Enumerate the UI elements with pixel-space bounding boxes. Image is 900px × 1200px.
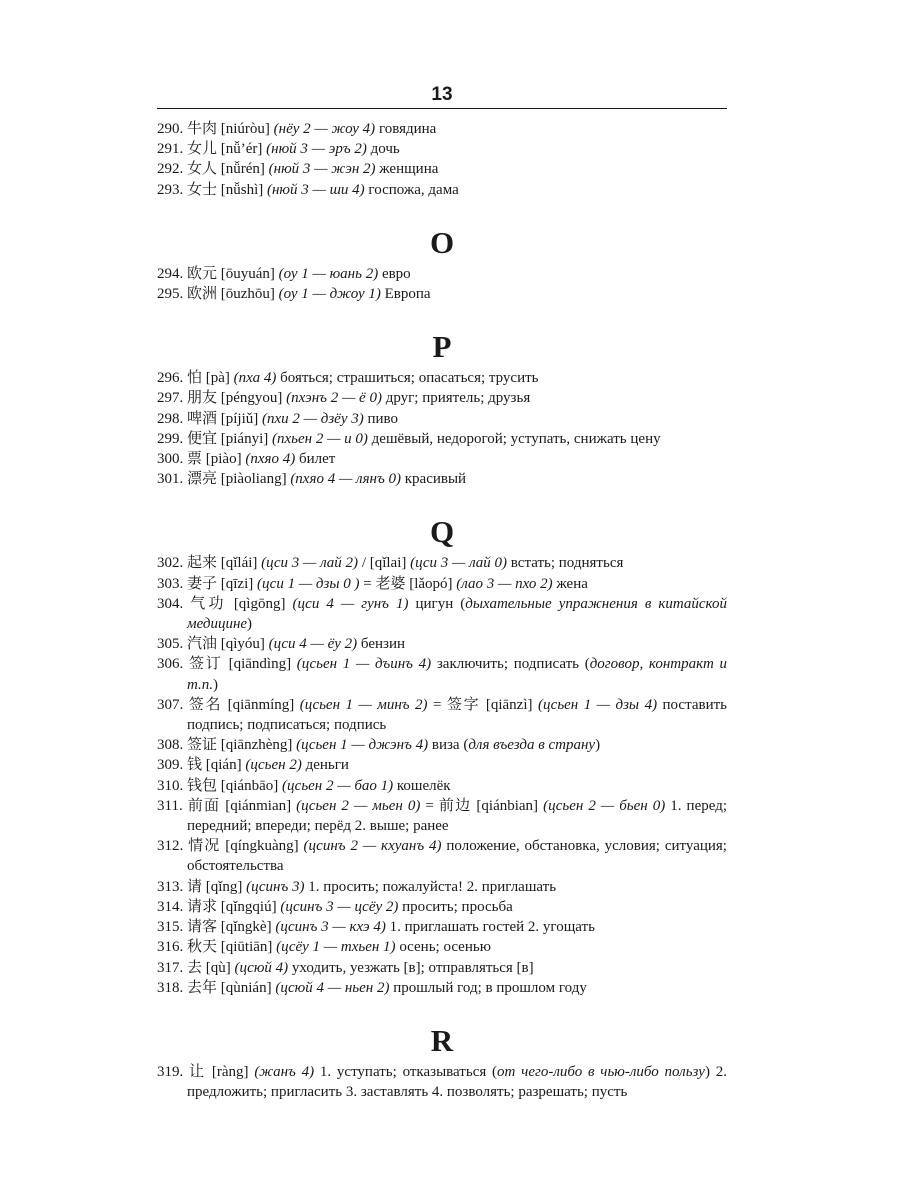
page-number: 13 [431,84,453,105]
entry-text: ) 2. предложить; пригласить 3. заставлять 4. позволять; разрешать; пусть [187,1063,727,1101]
entry-reading: (цсьен 1 — минъ 2) [299,696,428,713]
entry-reading: (цсёу 1 — тхьен 1) [276,939,396,956]
dictionary-entry [157,978,727,998]
entry-text: виза ( [428,737,469,754]
section-letter: Q [429,514,455,550]
entry-text: жена [552,575,588,592]
section-q [157,515,727,997]
entry-reading: (цси 3 — лай 0) [410,555,508,572]
dictionary-entry [157,139,727,159]
entry-text: 女儿 [nǚ’ér] [183,141,267,158]
entry-reading: (оу 1 — юань 2) [278,265,379,282]
entry-text: / [qǐlai] [358,555,411,572]
entry-text: положение, обстановка, условия; ситуация; обстоятельства [187,838,727,875]
entry-text: женщина [375,161,439,178]
dictionary-entry [157,429,727,449]
entry-reading: (цсинъ 3 — кхэ 4) [275,919,386,936]
dictionary-entry [157,594,727,634]
section-continued [157,119,727,200]
entry-text: 去年 [qùnián] [183,979,276,996]
entry-reading: (нюй 3 — ши 4) [267,181,365,198]
entry-text: встать; подняться [507,555,624,572]
entry-text: 签证 [qiānzhèng] [183,737,297,754]
entry-number: 307. [157,696,184,713]
entry-number: 314. [157,898,184,915]
page [157,82,727,1102]
entry-reading: (пха 4) [233,370,277,387]
dictionary-entry [157,796,727,836]
entry-text: заключить; подписать ( [431,656,590,673]
entry-number: 295. [157,286,184,303]
entry-text: 起来 [qǐlái] [183,555,262,572]
dictionary-entry [157,284,727,304]
dictionary-entry [157,368,727,388]
dictionary-entry [157,1062,727,1102]
entry-text: просить; просьба [398,898,513,915]
entry-text: = 前边 [qiánbian] [420,797,544,814]
entry-text: бояться; страшиться; опасаться; трусить [276,370,539,387]
entry-text: дешёвый, недорогой; уступать, снижать цену [367,430,661,447]
entry-text: 怕 [pà] [183,370,234,387]
entry-reading: (пхьен 2 — и 0) [271,430,368,447]
entry-text: 便宜 [piányi] [183,430,272,447]
entry-text: 让 [ràng] [183,1063,255,1080]
entry-reading: для въезда в страну [468,737,596,754]
entry-reading: (цси 3 — лай 2) [261,555,359,572]
dictionary-entry [157,634,727,654]
entry-text: ) [213,676,219,693]
entry-reading: (цсинъ 3 — цсёу 2) [280,898,399,915]
entry-number: 315. [157,919,184,936]
entry-number: 313. [157,878,184,895]
entry-text: 牛肉 [niúròu] [183,121,274,137]
entry-reading: (нёу 2 — жоу 4) [273,121,376,137]
dictionary-entry [157,897,727,917]
entry-reading: договор, контракт и т.п. [187,656,728,693]
entry-number: 309. [157,757,184,774]
dictionary-entry [157,917,727,937]
entry-reading: (цси 4 — гунъ 1) [292,595,409,612]
entry-number: 300. [157,451,184,468]
entry-text: 啤酒 [píjiǔ] [183,410,262,427]
entry-number: 304. [157,595,184,612]
entry-text: ) [247,616,253,633]
entry-text: 秋天 [qiūtiān] [183,939,277,956]
entry-text: 女人 [nǚrén] [183,161,269,178]
entry-reading: (цсьен 1 — дзы 4) [537,696,658,713]
entry-text: госпожа, дама [364,181,459,198]
entry-text: осень; осенью [395,939,491,956]
entry-text: 去 [qù] [183,959,235,976]
entry-number: 306. [157,656,184,673]
section-p [157,330,727,489]
entry-text: уходить, уезжать [в]; отправляться [в] [288,959,534,976]
entry-text: 欧元 [ōuyuán] [183,265,279,282]
entry-number: 301. [157,471,184,488]
entry-text: друг; приятель; друзья [381,390,531,407]
entry-number: 317. [157,959,184,976]
entry-number: 319. [157,1063,184,1080]
entry-reading: (цсьен 2) [245,757,302,774]
entry-text: 汽油 [qìyóu] [183,636,269,653]
entry-text: 1. приглашать гостей 2. угощать [385,919,595,936]
entry-number: 318. [157,979,184,996]
dictionary-entry [157,654,727,694]
entry-text: Европа [380,286,431,303]
entry-number: 308. [157,737,184,754]
entry-text: цигун ( [408,595,466,612]
entry-number: 293. [157,181,184,198]
entry-text: 钱 [qián] [183,757,246,774]
entry-text: 情况 [qíngkuàng] [183,838,304,855]
section-letter: P [432,329,452,365]
dictionary-entry [157,958,727,978]
dictionary-entry [157,264,727,284]
entry-number: 312. [157,838,184,855]
entry-number: 298. [157,410,184,427]
entry-number: 299. [157,430,184,447]
entry-text: 票 [piào] [183,451,246,468]
dictionary-entry [157,159,727,179]
dictionary-entry [157,776,727,796]
entry-reading: (пхи 2 — дзёу 3) [262,410,364,427]
entry-number: 294. [157,265,184,282]
dictionary-entry [157,180,727,200]
dictionary-entry [157,388,727,408]
entry-number: 297. [157,390,184,407]
entry-number: 302. [157,555,184,572]
entry-text: 前面 [qiánmian] [182,797,297,814]
dictionary-entry [157,574,727,594]
entry-text: 钱包 [qiánbāo] [183,777,282,794]
entry-reading: (цсьен 2 — бьен 0) [543,797,666,814]
entry-number: 296. [157,370,184,387]
entry-text: 签订 [qiāndìng] [183,656,297,673]
entry-text: 请客 [qǐngkè] [183,919,276,936]
entry-reading: (цсьен 2 — бао 1) [281,777,394,794]
entry-reading: (пхяо 4) [245,451,296,468]
section-letter: R [430,1022,454,1058]
entry-reading: (оу 1 — джоу 1) [278,286,381,303]
entry-reading: (цсьен 1 — дъинъ 4) [296,656,432,673]
dictionary-entry [157,469,727,489]
entry-text: пиво [363,410,399,427]
entry-reading: (нюй 3 — эръ 2) [266,141,367,158]
dictionary-entry [157,755,727,775]
entry-number: 292. [157,161,184,178]
entry-text: билет [295,451,336,468]
dictionary-entry [157,695,727,735]
dictionary-entry [157,119,727,139]
entry-reading: (цсинъ 3) [246,878,305,895]
entry-text: 1. уступать; отказываться ( [314,1063,498,1080]
entry-reading: (пхэнъ 2 — ё 0) [286,390,382,407]
entry-number: 290. [157,121,184,137]
entry-text: говядина [375,121,437,137]
entry-number: 310. [157,777,184,794]
entry-text: 女士 [nǚshì] [183,181,267,198]
dictionary-entry [157,409,727,429]
entry-number: 305. [157,636,184,653]
entry-text: = 老婆 [lǎopó] [359,575,457,592]
entry-reading: (цсьен 1 — джэнъ 4) [296,737,429,754]
dictionary-entry [157,735,727,755]
entry-text: красивый [401,471,467,488]
entry-text: 请求 [qǐngqiú] [183,898,281,915]
dictionary-entry [157,553,727,573]
entry-reading: дыхательные упражнения в китайской медицине [187,595,727,633]
entry-text: 1. просить; пожалуйста! 2. приглашать [304,878,557,895]
dictionary-entry [157,449,727,469]
entry-text: кошелёк [393,777,451,794]
entry-reading: (цсюй 4) [234,959,289,976]
entry-text: 1. перед; передний; впереди; перёд 2. выше; ранее [187,797,727,835]
dictionary-content [157,119,727,1102]
entry-reading: (цсинъ 2 — кхуанъ 4) [303,838,442,855]
entry-text: 妻子 [qīzi] [183,575,257,592]
entry-number: 303. [157,575,184,592]
entry-reading: (жанъ 4) [254,1063,315,1080]
entry-reading: (цсюй 4 — ньен 2) [275,979,390,996]
entry-text: = 签字 [qiānzì] [427,696,538,713]
entry-text: ) [595,737,601,754]
entry-reading: (лао 3 — пхо 2) [456,575,553,592]
entry-text: прошлый год; в прошлом году [389,979,587,996]
entry-reading: (цсьен 2 — мьен 0) [296,797,421,814]
entry-text: бензин [357,636,406,653]
section-r [157,1024,727,1102]
entry-reading: (цси 1 — дзы 0 ) [256,575,360,592]
entry-reading: (пхяо 4 — лянъ 0) [290,471,402,488]
section-letter: O [429,224,455,260]
entry-number: 316. [157,939,184,956]
entry-reading: от чего-либо в чью-либо пользу [497,1063,705,1080]
section-o [157,226,727,304]
entry-text: 气功 [qìgōng] [183,595,293,612]
entry-reading: (нюй 3 — жэн 2) [268,161,376,178]
dictionary-entry [157,836,727,876]
entry-text: 漂亮 [piàoliang] [183,471,291,488]
entry-text: евро [378,265,411,282]
entry-text: поставить подпись; подписаться; подпись [187,696,727,734]
entry-number: 311. [157,797,183,814]
entry-text: 签名 [qiānmíng] [183,696,300,713]
entry-text: 请 [qǐng] [183,878,247,895]
entry-reading: (цси 4 — ёу 2) [268,636,358,653]
entry-text: 欧洲 [ōuzhōu] [183,286,279,303]
header-rule [157,108,727,109]
entry-number: 291. [157,141,184,158]
entry-text: дочь [366,141,400,158]
entry-text: деньги [301,757,349,774]
dictionary-entry [157,937,727,957]
dictionary-entry [157,877,727,897]
entry-text: 朋友 [péngyou] [183,390,287,407]
